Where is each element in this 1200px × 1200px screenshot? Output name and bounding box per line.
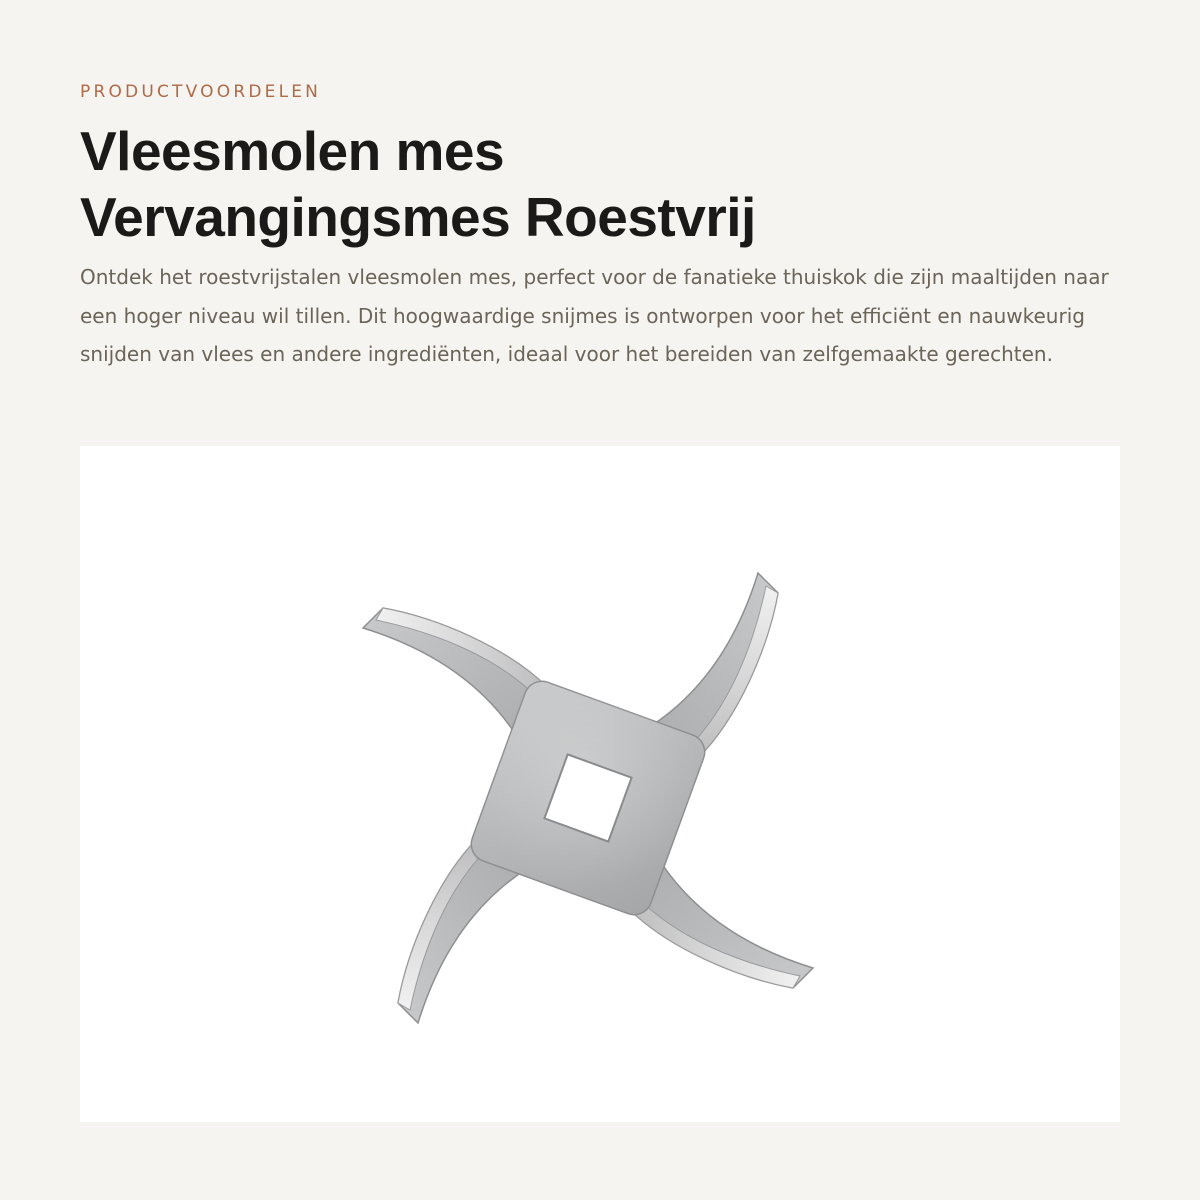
section-eyebrow: PRODUCTVOORDELEN [80,82,322,102]
product-description: Ontdek het roestvrijstalen vleesmolen mes, perfect voor de fanatieke thuiskok die zijn maaltijden naar een hoger niveau wil tillen. Dit hoogwaardige snijmes is ontworpen voor het efficiënt en nauwkeurig snijden van vlees en andere ingrediënten, ideaal voor het bereiden van zelfgemaakte gerechten. [80,265,1109,366]
product-title [80,118,1120,250]
product-title-line-2: Vervangingsmes Roestvrij [80,186,756,248]
product-image [80,446,1120,1122]
blade-shape [363,573,813,1023]
product-title-line-1: Vleesmolen mes [80,120,505,182]
product-benefits-section [80,0,1120,1200]
grinder-blade-image [80,446,1120,1122]
